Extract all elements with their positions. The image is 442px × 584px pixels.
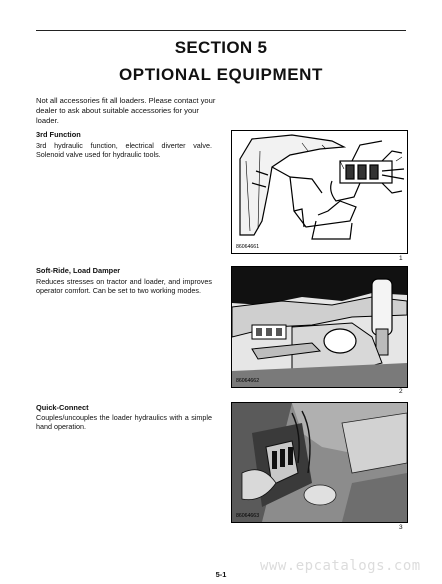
figure-code: 86064663: [236, 513, 260, 519]
figure-3rd-function-illustration: [232, 131, 407, 253]
figure-quick-connect: [231, 402, 408, 523]
figure-3rd-function: [231, 130, 408, 254]
figure-code: 86064662: [236, 378, 260, 384]
item-text-soft-ride: Reduces stresses on tractor and loader, and improves operator comfort. Can be set to two working modes.: [36, 277, 212, 296]
section-heading: SECTION 5: [174, 38, 268, 57]
figure-soft-ride: [231, 266, 408, 388]
item-text-quick-connect: Couples/uncouples the loader hydraulics with a simple hand operation.: [36, 413, 212, 432]
item-heading-soft-ride: Soft-Ride, Load Damper: [36, 266, 121, 275]
watermark: www.epcatalogs.com: [260, 558, 421, 574]
figure-quick-connect-illustration: [232, 403, 407, 522]
figure-number: 1: [399, 255, 403, 262]
figure-number: 2: [399, 388, 403, 395]
figure-number: 3: [399, 524, 403, 531]
item-heading-quick-connect: Quick-Connect: [36, 403, 89, 412]
intro-text: Not all accessories fit all loaders. Please contact your dealer to ask about suitable accessories for your loader.: [36, 96, 216, 126]
item-heading-3rd-function: 3rd Function: [36, 130, 81, 139]
page-number: 5-1: [215, 570, 227, 579]
header-rule: [36, 30, 406, 31]
figure-soft-ride-illustration: [232, 267, 407, 387]
item-text-3rd-function: 3rd hydraulic function, electrical diverter valve. Solenoid valve used for hydraulic tools.: [36, 141, 212, 160]
page-title: OPTIONAL EQUIPMENT: [118, 65, 324, 84]
figure-code: 86064661: [236, 244, 260, 250]
